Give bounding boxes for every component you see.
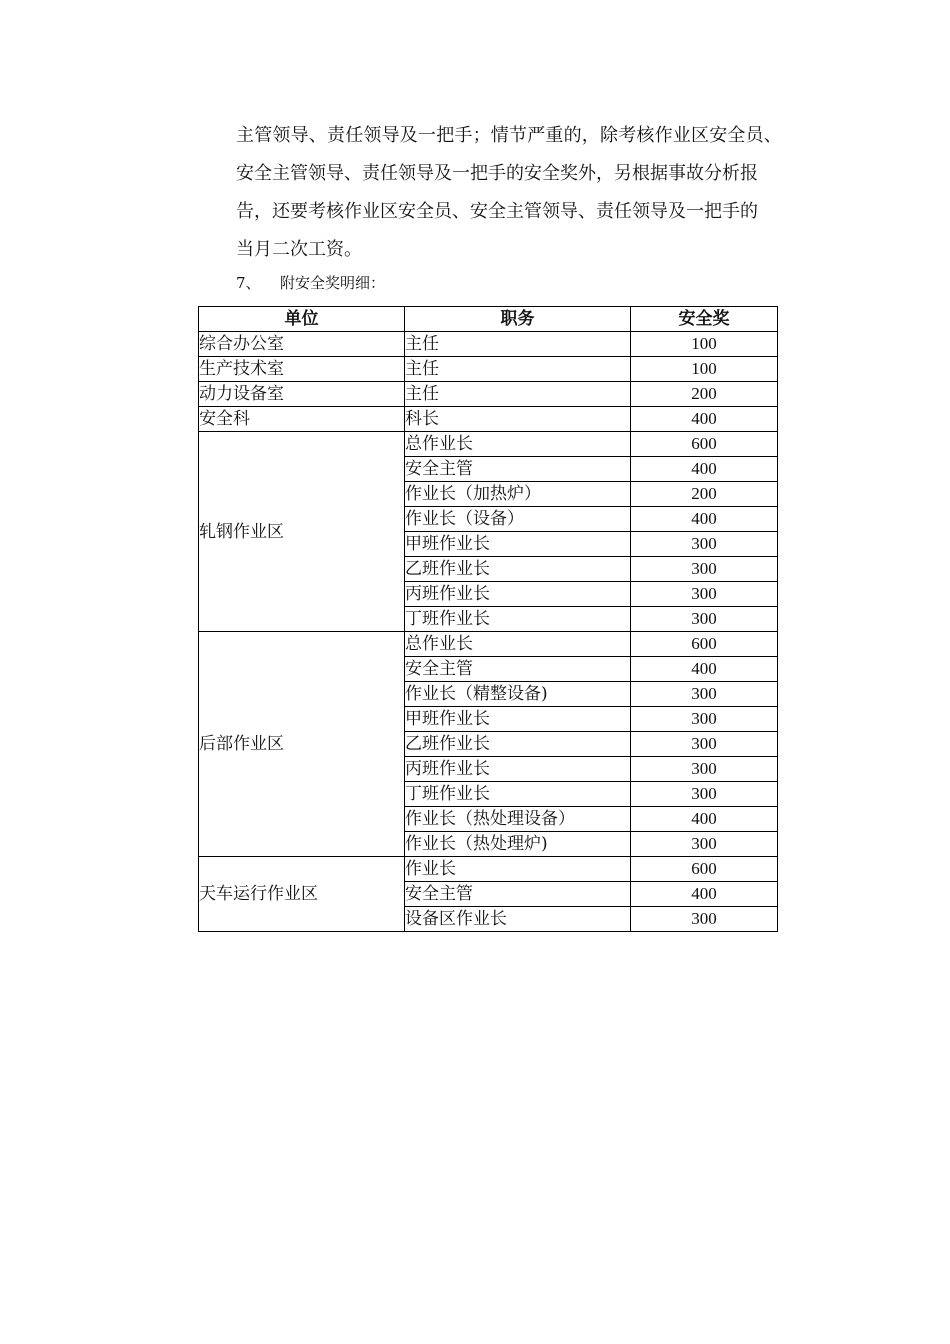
award-cell: 300 [631, 757, 778, 782]
header-unit: 单位 [199, 307, 405, 332]
table-body [199, 332, 778, 932]
position-cell: 乙班作业长 [405, 557, 631, 582]
award-cell: 300 [631, 682, 778, 707]
item-text: 附安全奖明细： [280, 274, 386, 292]
table-row [199, 382, 778, 407]
position-cell: 作业长（设备） [405, 507, 631, 532]
award-cell: 400 [631, 457, 778, 482]
unit-cell: 后部作业区 [199, 632, 405, 857]
table-row [199, 632, 778, 657]
position-cell: 安全主管 [405, 657, 631, 682]
table-row [199, 857, 778, 882]
position-cell: 丁班作业长 [405, 607, 631, 632]
award-cell: 400 [631, 807, 778, 832]
position-cell: 作业长（热处理炉) [405, 832, 631, 857]
paragraph-line: 主管领导、责任领导及一把手；情节严重的，除考核作业区安全员、 [236, 125, 782, 146]
unit-cell: 安全科 [199, 407, 405, 432]
position-cell: 乙班作业长 [405, 732, 631, 757]
award-cell: 400 [631, 407, 778, 432]
position-cell: 设备区作业长 [405, 907, 631, 932]
award-cell: 400 [631, 657, 778, 682]
position-cell: 科长 [405, 407, 631, 432]
award-cell: 600 [631, 857, 778, 882]
position-cell: 甲班作业长 [405, 532, 631, 557]
paragraph-line: 当月二次工资。 [236, 239, 362, 260]
position-cell: 丙班作业长 [405, 757, 631, 782]
position-cell: 安全主管 [405, 882, 631, 907]
position-cell: 作业长（精整设备) [405, 682, 631, 707]
position-cell: 安全主管 [405, 457, 631, 482]
table-header-row [199, 307, 778, 332]
unit-cell: 动力设备室 [199, 382, 405, 407]
award-cell: 100 [631, 357, 778, 382]
position-cell: 丙班作业长 [405, 582, 631, 607]
award-cell: 400 [631, 882, 778, 907]
award-cell: 600 [631, 432, 778, 457]
award-cell: 300 [631, 907, 778, 932]
position-cell: 总作业长 [405, 432, 631, 457]
table-row [199, 357, 778, 382]
position-cell: 主任 [405, 332, 631, 357]
award-cell: 200 [631, 482, 778, 507]
position-cell: 总作业长 [405, 632, 631, 657]
award-cell: 300 [631, 607, 778, 632]
unit-cell: 生产技术室 [199, 357, 405, 382]
position-cell: 主任 [405, 357, 631, 382]
unit-cell: 轧钢作业区 [199, 432, 405, 632]
item-7-heading [236, 268, 385, 298]
table-row [199, 432, 778, 457]
item-number: 7、 [236, 274, 261, 292]
header-award: 安全奖 [631, 307, 778, 332]
award-cell: 600 [631, 632, 778, 657]
header-position: 职务 [405, 307, 631, 332]
position-cell: 作业长 [405, 857, 631, 882]
position-cell: 作业长（热处理设备） [405, 807, 631, 832]
award-cell: 100 [631, 332, 778, 357]
table-row [199, 407, 778, 432]
unit-cell: 天车运行作业区 [199, 857, 405, 932]
safety-award-table [198, 306, 778, 932]
body-paragraph [236, 117, 836, 269]
award-cell: 300 [631, 782, 778, 807]
position-cell: 主任 [405, 382, 631, 407]
position-cell: 丁班作业长 [405, 782, 631, 807]
table-row [199, 332, 778, 357]
award-cell: 400 [631, 507, 778, 532]
award-cell: 300 [631, 832, 778, 857]
award-cell: 300 [631, 582, 778, 607]
position-cell: 作业长（加热炉） [405, 482, 631, 507]
position-cell: 甲班作业长 [405, 707, 631, 732]
award-cell: 300 [631, 532, 778, 557]
paragraph-line: 安全主管领导、责任领导及一把手的安全奖外，另根据事故分析报 [236, 163, 758, 184]
award-cell: 200 [631, 382, 778, 407]
unit-cell: 综合办公室 [199, 332, 405, 357]
paragraph-line: 告，还要考核作业区安全员、安全主管领导、责任领导及一把手的 [236, 201, 758, 222]
award-cell: 300 [631, 557, 778, 582]
award-cell: 300 [631, 732, 778, 757]
award-cell: 300 [631, 707, 778, 732]
